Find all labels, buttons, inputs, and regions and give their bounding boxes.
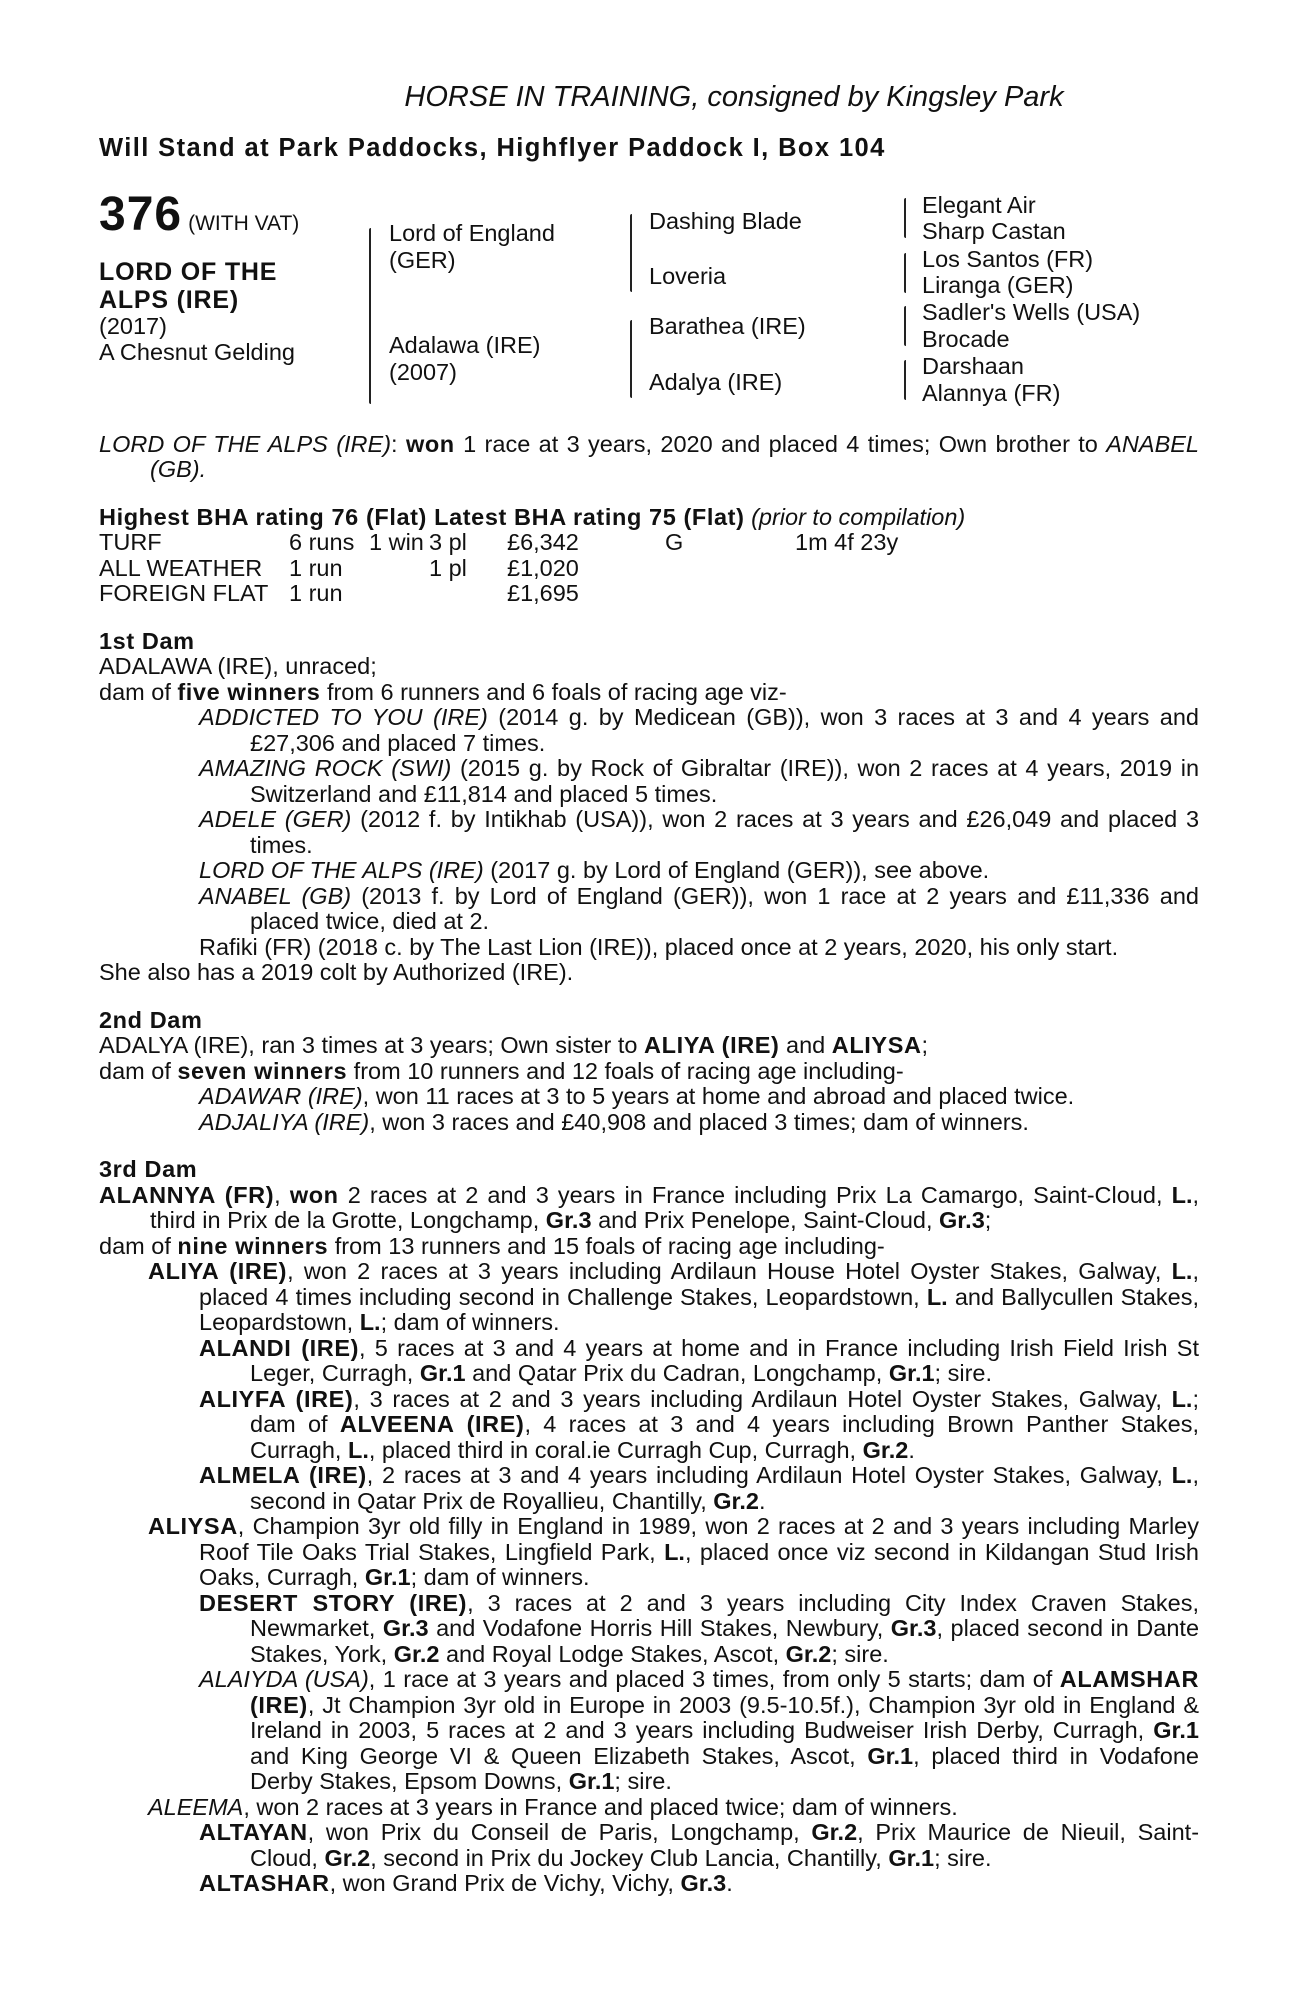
punctuation: ; bbox=[921, 1032, 929, 1058]
runs-money: £6,342 bbox=[507, 529, 579, 555]
summary-text: 1 race at 3 years, 2020 and placed 4 times; Own brother to bbox=[463, 430, 1098, 457]
runs-distance: 1m 4f 23y bbox=[795, 529, 899, 555]
grade: Gr.3 bbox=[545, 1207, 592, 1233]
second-dam-section bbox=[99, 1008, 1199, 1136]
lot-heading bbox=[99, 187, 300, 241]
first-dam-produce bbox=[99, 680, 1199, 706]
runs-count: 1 run bbox=[289, 554, 343, 581]
lot-number: 376 bbox=[99, 187, 183, 241]
rating-heading bbox=[99, 505, 1199, 531]
runs-count: 1 run bbox=[289, 580, 343, 606]
sire-country: (GER) bbox=[389, 246, 456, 273]
second-dam-produce bbox=[99, 1059, 1199, 1085]
text: , Jt Champion 3yr old in Europe in 2003 (9.5-10.5f.), Champion 3yr old in England & Ireland in 2003, 5 races at 2 and 3 years including Budweiser Irish Derby, Curragh, bbox=[250, 1691, 1199, 1743]
dam-dam: Adalya (IRE) bbox=[649, 368, 783, 395]
produce-text: , won 11 races at 3 to 5 years at home and abroad and placed twice. bbox=[362, 1083, 1075, 1109]
horse-name-line2: ALPS (IRE) bbox=[99, 285, 239, 314]
runs-distance bbox=[795, 556, 898, 582]
dam-year: (2007) bbox=[389, 358, 457, 385]
runs-placed bbox=[429, 581, 507, 607]
produce-name: ALTASHAR bbox=[199, 1870, 330, 1896]
pedigree-block bbox=[99, 187, 1199, 422]
text: . bbox=[908, 1436, 915, 1463]
sire-dam: Loveria bbox=[649, 262, 727, 289]
race-summary: LORD OF THE ALPS (IRE): won 1 race at 3 years, 2020 and placed 4 times; Own brother to ANABEL (GB). bbox=[99, 430, 1199, 482]
runs-table bbox=[99, 530, 898, 607]
grade: Gr.1 bbox=[419, 1360, 466, 1386]
produce-item bbox=[99, 935, 1199, 961]
text: ; sire. bbox=[934, 1844, 992, 1871]
listed: L. bbox=[1171, 1462, 1193, 1488]
produce-item bbox=[99, 1110, 1199, 1136]
third-dam-heading: 3rd Dam bbox=[99, 1156, 198, 1182]
produce-item bbox=[99, 1259, 1199, 1336]
text: and King George VI & Queen Elizabeth Stakes, Ascot, bbox=[250, 1742, 856, 1769]
produce-name: ALEEMA bbox=[148, 1793, 244, 1820]
produce-name: ADDICTED TO YOU (IRE) bbox=[199, 704, 488, 730]
produce-name: ALVEENA (IRE) bbox=[339, 1411, 525, 1437]
runs-wins: 1 win bbox=[369, 529, 424, 555]
text: ; sire. bbox=[614, 1768, 672, 1794]
dam-of: dam of bbox=[99, 1232, 171, 1259]
rating-bold: Highest BHA rating 76 (Flat) Latest BHA rating 75 (Flat) bbox=[99, 503, 745, 530]
text: ; dam of winners. bbox=[410, 1564, 590, 1590]
grade: Gr.1 bbox=[1153, 1717, 1199, 1743]
produce-name: ADELE (GER) bbox=[199, 806, 352, 832]
runs-distance bbox=[795, 581, 898, 607]
produce-text: Rafiki (FR) (2018 c. by The Last Lion (IRE)), placed once at 2 years, 2020, his only start. bbox=[199, 933, 1119, 960]
grade: Gr.3 bbox=[939, 1207, 985, 1233]
sister-name: ALIYA (IRE) bbox=[644, 1032, 780, 1058]
produce-text: (2014 g. by Medicean (GB)), won 3 races at 3 and 4 years and £27,306 and placed 7 times. bbox=[250, 704, 1200, 756]
first-dam-closing: She also has a 2019 colt by Authorized (IRE). bbox=[99, 959, 574, 985]
text: , 2 races at 3 and 4 years including Ardilaun Hotel Oyster Stakes, Galway, bbox=[366, 1462, 1163, 1488]
bracket-gen3-4 bbox=[904, 360, 906, 400]
text: and Prix Penelope, Saint-Cloud, bbox=[598, 1207, 933, 1233]
horse-name-line1: LORD OF THE bbox=[99, 257, 278, 286]
runs-placed: 1 pl bbox=[429, 554, 467, 581]
runs-wins bbox=[369, 581, 429, 607]
produce-name: ANABEL (GB) bbox=[199, 882, 352, 909]
horse-description: A Chesnut Gelding bbox=[99, 338, 295, 365]
pedigree-dds: Darshaan bbox=[922, 352, 1024, 379]
third-dam-section bbox=[99, 1157, 1199, 1897]
produce-item bbox=[99, 807, 1199, 858]
grade: Gr.3 bbox=[890, 1615, 937, 1641]
runs-placed: 3 pl bbox=[429, 529, 467, 555]
produce-name: ALAMSHAR (IRE) bbox=[250, 1666, 1200, 1718]
text: , 3 races at 2 and 3 years including City Index Craven Stakes, Newmarket, bbox=[250, 1589, 1199, 1641]
dam-of: dam of bbox=[99, 1057, 171, 1084]
produce-item bbox=[99, 1820, 1199, 1871]
grade: Gr.2 bbox=[713, 1487, 759, 1514]
text: . bbox=[726, 1870, 733, 1896]
grade: Gr.1 bbox=[888, 1360, 935, 1386]
runs-wins bbox=[369, 556, 429, 582]
text: , placed once viz second in Kildangan Stud Irish Oaks, Curragh, bbox=[199, 1538, 1200, 1590]
winners-count: nine winners bbox=[177, 1232, 329, 1259]
listed: L. bbox=[1171, 1181, 1193, 1208]
stand-location: Will Stand at Park Paddocks, Highflyer Paddock I, Box 104 bbox=[99, 134, 886, 162]
winners-count: five winners bbox=[177, 678, 321, 705]
pedigree-sdd: Liranga (GER) bbox=[922, 271, 1074, 298]
produce-name: ALANDI (IRE) bbox=[199, 1334, 360, 1361]
runs-money: £1,020 bbox=[507, 554, 579, 581]
grade: Gr.1 bbox=[568, 1768, 615, 1794]
first-dam-heading: 1st Dam bbox=[99, 627, 195, 654]
runs-surface: ALL WEATHER bbox=[99, 554, 263, 581]
produce-item bbox=[99, 756, 1199, 807]
pedigree-ddd: Alannya (FR) bbox=[922, 379, 1061, 406]
second-dam-text: ADALYA (IRE), ran 3 times at 3 years; Own sister to bbox=[99, 1032, 638, 1058]
pedigree-ssd: Sharp Castan bbox=[922, 217, 1066, 244]
produce-item bbox=[99, 1387, 1199, 1464]
produce-item bbox=[99, 1591, 1199, 1668]
grade: Gr.1 bbox=[867, 1742, 914, 1769]
produce-item bbox=[99, 1667, 1199, 1795]
text: , 1 race at 3 years and placed 3 times, from only 5 starts; dam of bbox=[368, 1666, 1053, 1692]
text: , won Grand Prix de Vichy, Vichy, bbox=[329, 1870, 674, 1896]
pedigree-dss: Sadler's Wells (USA) bbox=[922, 298, 1141, 325]
pedigree-dsd: Brocade bbox=[922, 325, 1010, 352]
text: ; sire. bbox=[831, 1640, 889, 1667]
text: , 5 races at 3 and 4 years at home and in France including Irish Field Irish St Leger, Curragh, bbox=[250, 1334, 1200, 1386]
dam-name: Adalawa (IRE) bbox=[389, 331, 541, 358]
bracket-gen2-sire bbox=[630, 214, 632, 292]
produce-text: (2015 g. by Rock of Gibraltar (IRE)), won 2 races at 4 years, 2019 in Switzerland and £11,814 and placed 5 times. bbox=[250, 755, 1200, 807]
first-dam-section bbox=[99, 629, 1199, 986]
produce-item bbox=[99, 1084, 1199, 1110]
text: , third in Prix de la Grotte, Longchamp, bbox=[150, 1181, 1200, 1233]
runs-surface: FOREIGN FLAT bbox=[99, 580, 269, 606]
grade: Gr.1 bbox=[364, 1564, 411, 1590]
bracket-gen3-1 bbox=[904, 198, 906, 238]
first-dam-line: ADALAWA (IRE), unraced; bbox=[99, 653, 377, 679]
sister-name: ALIYSA bbox=[831, 1032, 922, 1058]
produce-name: DESERT STORY (IRE) bbox=[199, 1589, 468, 1616]
dam-sire: Barathea (IRE) bbox=[649, 312, 806, 339]
text: , won Prix du Conseil de Paris, Longchamp, bbox=[307, 1819, 800, 1845]
text: ; sire. bbox=[934, 1360, 993, 1386]
grade: Gr.2 bbox=[785, 1640, 832, 1667]
listed: L. bbox=[1171, 1385, 1193, 1412]
runs-row bbox=[99, 556, 898, 582]
produce-item bbox=[99, 1336, 1199, 1387]
runs-going bbox=[665, 556, 795, 582]
grade: Gr.2 bbox=[811, 1819, 858, 1845]
vat-note: (WITH VAT) bbox=[188, 211, 300, 235]
text: , second in Prix du Jockey Club Lancia, Chantilly, bbox=[370, 1844, 882, 1871]
produce-name: ALAIYDA (USA) bbox=[199, 1666, 369, 1692]
produce-name: ADJALIYA (IRE) bbox=[199, 1108, 370, 1135]
text: , placed third in Vodafone Derby Stakes, Epsom Downs, bbox=[250, 1742, 1199, 1794]
text: . bbox=[759, 1487, 766, 1514]
runners-text: from 6 runners and 6 foals of racing age viz- bbox=[326, 678, 787, 705]
bracket-gen2-dam bbox=[630, 320, 632, 398]
produce-item bbox=[99, 858, 1199, 884]
listed: L. bbox=[664, 1538, 685, 1565]
text: , 4 races at 3 and 4 years including Brown Panther Stakes, Curragh, bbox=[250, 1411, 1199, 1463]
produce-name: ALIYA (IRE) bbox=[148, 1258, 288, 1284]
produce-name: LORD OF THE ALPS (IRE) bbox=[199, 857, 484, 883]
third-dam-produce bbox=[99, 1234, 1199, 1260]
catalogue-page bbox=[99, 80, 1199, 1897]
grade: Gr.3 bbox=[680, 1870, 727, 1896]
produce-name: ALIYFA (IRE) bbox=[199, 1385, 354, 1412]
pedigree-sss: Elegant Air bbox=[922, 191, 1036, 218]
text: , Champion 3yr old filly in England in 1989, won 2 races at 2 and 3 years including Marley Roof Tile Oaks Trial Stakes, Lingfield Park, bbox=[199, 1513, 1199, 1565]
second-dam-heading: 2nd Dam bbox=[99, 1006, 203, 1033]
horse-year: (2017) bbox=[99, 312, 167, 339]
pedigree-sds: Los Santos (FR) bbox=[922, 245, 1094, 272]
grade: Gr.2 bbox=[862, 1436, 909, 1463]
text: and Ballycullen Stakes, Leopardstown, bbox=[199, 1283, 1200, 1335]
runs-going: G bbox=[665, 529, 684, 555]
rating-note: (prior to compilation) bbox=[751, 503, 966, 530]
produce-item bbox=[99, 1795, 1199, 1821]
text: , placed second in Dante Stakes, York, bbox=[250, 1615, 1200, 1667]
listed: L. bbox=[359, 1309, 381, 1335]
grade: Gr.3 bbox=[382, 1615, 429, 1641]
summary-horse: LORD OF THE ALPS (IRE) bbox=[99, 430, 392, 457]
text: , placed third in coral.ie Curragh Cup, Curragh, bbox=[368, 1436, 857, 1463]
produce-text: (2012 f. by Intikhab (USA)), won 2 races at 3 years and £26,049 and placed 3 times. bbox=[250, 806, 1200, 858]
produce-item bbox=[99, 1871, 1199, 1897]
listed: L. bbox=[1171, 1258, 1193, 1284]
text: , Prix Maurice de Nieuil, Saint-Cloud, bbox=[250, 1819, 1200, 1871]
runners-text: from 13 runners and 15 foals of racing age including- bbox=[334, 1232, 885, 1259]
conjunction: and bbox=[786, 1032, 826, 1058]
runs-going bbox=[665, 581, 795, 607]
third-dam-line: ALANNYA (FR), won 2 races at 2 and 3 years in France including Prix La Camargo, Saint-Cloud, L., third in Prix de la Grotte, Longchamp, Gr.3 and Prix Penelope, Saint-Cloud, Gr.3; bbox=[99, 1181, 1200, 1233]
runs-count: 6 runs bbox=[289, 529, 355, 555]
text: , won 2 races at 3 years in France and placed twice; dam of winners. bbox=[243, 1793, 958, 1820]
text: and Vodafone Horris Hill Stakes, Newbury, bbox=[436, 1615, 884, 1641]
produce-name: AMAZING ROCK (SWI) bbox=[199, 755, 452, 781]
third-dam-won: won bbox=[289, 1181, 339, 1208]
produce-name: ALIYSA bbox=[148, 1513, 238, 1539]
text: ; dam of bbox=[250, 1385, 1199, 1437]
listed: L. bbox=[926, 1283, 948, 1310]
produce-item bbox=[99, 884, 1199, 935]
third-dam-name: ALANNYA (FR) bbox=[99, 1181, 275, 1208]
text: ; dam of winners. bbox=[380, 1309, 560, 1335]
produce-item bbox=[99, 705, 1199, 756]
bracket-gen1 bbox=[369, 228, 371, 404]
produce-text: , won 3 races and £40,908 and placed 3 times; dam of winners. bbox=[369, 1108, 1029, 1135]
text: , 3 races at 2 and 3 years including Ardilaun Hotel Oyster Stakes, Galway, bbox=[353, 1385, 1162, 1412]
rating-section bbox=[99, 505, 1199, 607]
runs-surface: TURF bbox=[99, 529, 162, 555]
produce-text: (2013 f. by Lord of England (GER)), won 1 race at 2 years and £11,336 and placed twice, died at 2. bbox=[250, 882, 1199, 934]
produce-item bbox=[99, 1514, 1199, 1591]
dam-of: dam of bbox=[99, 678, 171, 705]
text: , won 2 races at 3 years including Ardilaun House Hotel Oyster Stakes, Galway, bbox=[287, 1258, 1162, 1284]
produce-name: ALTAYAN bbox=[199, 1819, 308, 1845]
produce-text: (2017 g. by Lord of England (GER)), see above. bbox=[490, 857, 990, 883]
summary-brother: ANABEL (GB). bbox=[150, 430, 1199, 482]
grade: Gr.1 bbox=[888, 1844, 935, 1871]
listed: L. bbox=[347, 1436, 369, 1463]
bracket-gen3-2 bbox=[904, 253, 906, 293]
produce-name: ALMELA (IRE) bbox=[199, 1462, 367, 1488]
text: , placed 4 times including second in Challenge Stakes, Leopardstown, bbox=[199, 1258, 1199, 1310]
text: and Qatar Prix du Cadran, Longchamp, bbox=[472, 1360, 883, 1386]
sire-sire: Dashing Blade bbox=[649, 207, 802, 234]
runs-row bbox=[99, 581, 898, 607]
runs-row bbox=[99, 530, 898, 556]
page-title: HORSE IN TRAINING, consigned by Kingsley Park bbox=[404, 81, 1064, 113]
produce-name: ADAWAR (IRE) bbox=[199, 1083, 363, 1109]
produce-item bbox=[99, 1463, 1199, 1514]
runners-text: from 10 runners and 12 foals of racing age including- bbox=[353, 1057, 904, 1084]
text: , second in Qatar Prix de Royallieu, Chantilly, bbox=[250, 1462, 1199, 1514]
text: 2 races at 2 and 3 years in France including Prix La Camargo, Saint-Cloud, bbox=[347, 1181, 1163, 1208]
horse-name bbox=[99, 258, 277, 314]
text: ; bbox=[984, 1207, 992, 1233]
text: and Royal Lodge Stakes, Ascot, bbox=[445, 1640, 780, 1667]
sire-name: Lord of England bbox=[389, 219, 555, 246]
runs-money: £1,695 bbox=[507, 580, 579, 606]
grade: Gr.2 bbox=[393, 1640, 440, 1667]
winners-count: seven winners bbox=[177, 1057, 348, 1084]
second-dam-line bbox=[99, 1033, 1199, 1059]
bracket-gen3-3 bbox=[904, 306, 906, 346]
grade: Gr.2 bbox=[324, 1844, 371, 1871]
summary-won: won bbox=[405, 430, 455, 457]
